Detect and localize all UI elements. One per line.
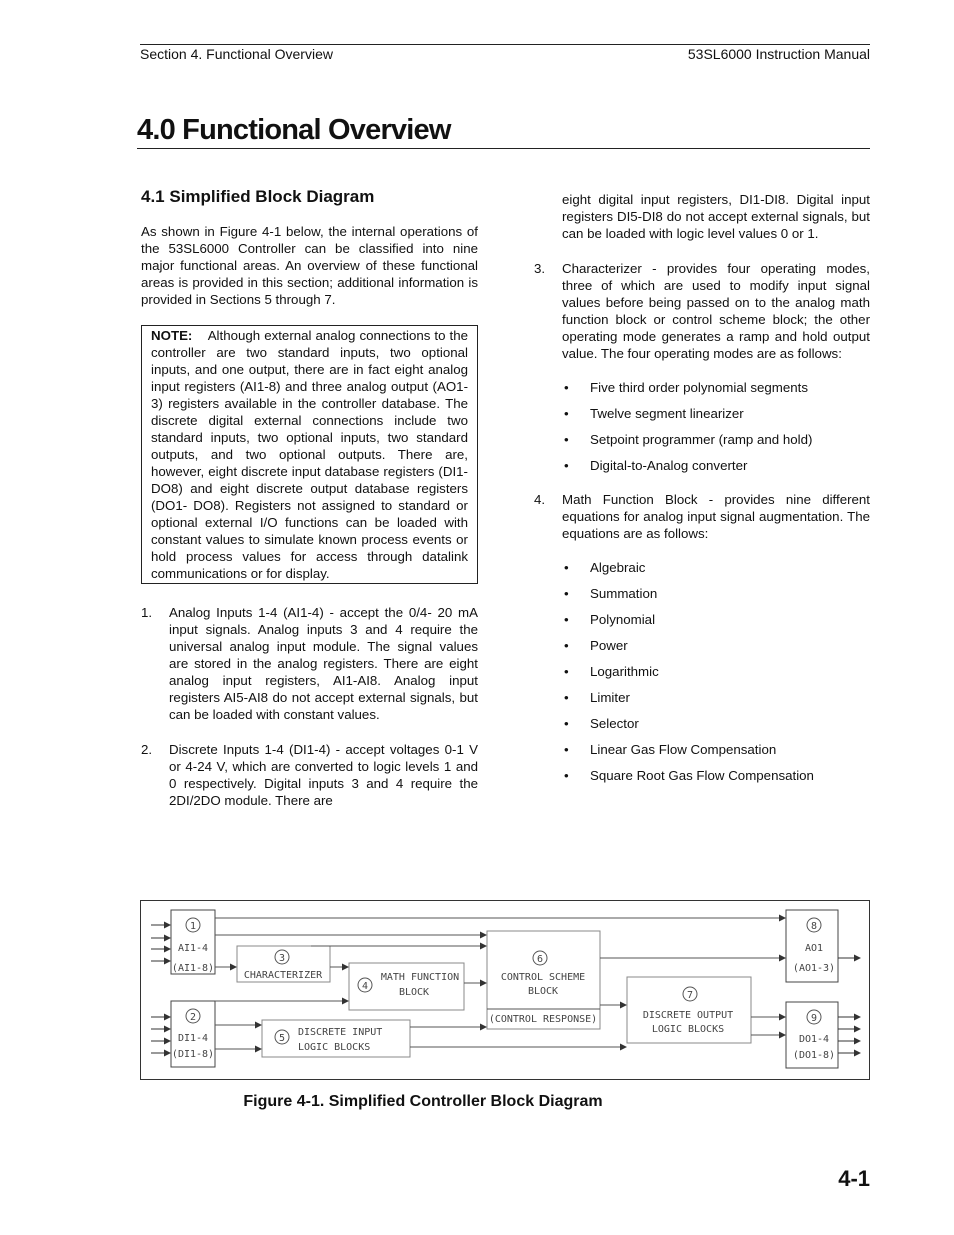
item-text: Discrete Inputs 1-4 (DI1-4) - accept voltages 0-1 V or 4-24 V, which are converted to logic levels 1 and 0 respectively. Digital inputs 3 and 4 require the 2DI/2DO module. There are xyxy=(169,742,478,808)
svg-text:BLOCK: BLOCK xyxy=(398,987,430,998)
svg-text:(CONTROL RESPONSE): (CONTROL RESPONSE) xyxy=(488,1014,598,1025)
block-discrete-outputs xyxy=(786,1002,838,1068)
block-discrete-inputs xyxy=(171,1001,215,1067)
list-item: • Polynomial xyxy=(564,612,656,627)
svg-text:(AO1-3): (AO1-3) xyxy=(792,963,836,974)
note-box xyxy=(141,325,478,584)
svg-text:(DI1-8): (DI1-8) xyxy=(171,1049,215,1060)
block-discrete-output-logic xyxy=(627,977,751,1043)
note-text: Although external analog connections to the controller are two standard inputs, two optional inputs, and one output, there are in fact eight analog input registers (AI1-8) and three analog output (AO1-3) registers available in the controller database. The discrete digital external connections include two standard inputs, two optional inputs, two standard outputs, and two optional outputs. There are, however, eight discrete input database registers (DI1- DO8) and eight discrete output database registers (DO1- DO8). Registers not assigned to standard or optional external I/O functions can be loaded with constant values to simulate known process events or hold process values for access through datalink communications or for display. xyxy=(151,328,468,581)
svg-text:DI1-4: DI1-4 xyxy=(177,1033,209,1044)
svg-text:DO1-4: DO1-4 xyxy=(798,1034,830,1045)
svg-text:MATH FUNCTION: MATH FUNCTION xyxy=(380,972,460,983)
svg-text:DISCRETE OUTPUT: DISCRETE OUTPUT xyxy=(642,1010,734,1021)
list-item: • Selector xyxy=(564,716,639,731)
svg-text:BLOCK: BLOCK xyxy=(527,986,559,997)
svg-text:(DO1-8): (DO1-8) xyxy=(792,1050,836,1061)
svg-text:(AI1-8): (AI1-8) xyxy=(171,963,215,974)
item-text: Math Function Block - provides nine different equations for analog input signal augmentation. The equations are as follows: xyxy=(562,492,870,541)
block-diagram xyxy=(141,901,869,1079)
list-item: • Square Root Gas Flow Compensation xyxy=(564,768,814,783)
svg-text:6: 6 xyxy=(536,954,544,965)
page-title: 4.0 Functional Overview xyxy=(137,112,870,149)
discrete-input-arrows xyxy=(151,1017,170,1053)
intro-paragraph: As shown in Figure 4-1 below, the internal operations of the 53SL6000 Controller can be classified into nine major functional areas. An overview of these functional areas is provided in this section; additional information is provided in Sections 5 through 7. xyxy=(141,224,478,307)
svg-text:8: 8 xyxy=(810,921,818,932)
svg-text:CONTROL SCHEME: CONTROL SCHEME xyxy=(500,972,586,983)
output-arrows xyxy=(838,958,860,1053)
list-item: • Limiter xyxy=(564,690,630,705)
left-column xyxy=(141,186,478,809)
list-item-math-function xyxy=(534,491,870,542)
block-analog-output xyxy=(786,910,838,982)
note-label: NOTE: xyxy=(151,328,193,343)
svg-text:AI1-4: AI1-4 xyxy=(177,943,209,954)
block-characterizer xyxy=(237,946,330,982)
item-number: 2. xyxy=(141,742,153,757)
list-item: • Logarithmic xyxy=(564,664,659,679)
figure-caption: Figure 4-1. Simplified Controller Block Diagram xyxy=(243,1093,603,1110)
item-number: 4. xyxy=(534,492,546,507)
block-control-scheme xyxy=(487,931,600,1029)
right-column xyxy=(534,191,870,793)
header-section: Section 4. Functional Overview xyxy=(140,46,333,62)
block-discrete-input-logic xyxy=(262,1020,410,1057)
block-analog-inputs xyxy=(171,910,215,974)
list-item: • Summation xyxy=(564,586,658,601)
characterizer-mode-list xyxy=(534,379,870,483)
block-diagram-figure xyxy=(140,900,870,1080)
list-item: • Power xyxy=(564,638,628,653)
block-math-function xyxy=(349,963,464,1010)
item-text: eight digital input registers, DI1-DI8. Digital input registers DI5-DI8 do not accept external signals, but can be loaded with logic level values 0 or 1. xyxy=(562,192,870,241)
math-equation-list xyxy=(534,559,870,793)
svg-text:5: 5 xyxy=(278,1033,286,1044)
list-item: • Five third order polynomial segments xyxy=(564,380,809,395)
svg-text:7: 7 xyxy=(686,990,694,1001)
list-item-discrete-inputs-cont xyxy=(534,191,870,242)
svg-text:2: 2 xyxy=(189,1012,197,1023)
item-number: 1. xyxy=(141,605,153,620)
svg-text:CHARACTERIZER: CHARACTERIZER xyxy=(243,970,323,981)
svg-text:DISCRETE INPUT: DISCRETE INPUT xyxy=(298,1027,383,1038)
svg-text:LOGIC BLOCKS: LOGIC BLOCKS xyxy=(651,1024,725,1035)
list-item-characterizer xyxy=(534,260,870,362)
svg-text:AO1: AO1 xyxy=(804,943,824,954)
svg-text:3: 3 xyxy=(278,953,286,964)
list-item: • Linear Gas Flow Compensation xyxy=(564,742,777,757)
list-item: • Algebraic xyxy=(564,560,646,575)
list-item: • Digital-to-Analog converter xyxy=(564,458,748,473)
svg-text:9: 9 xyxy=(810,1013,818,1024)
item-text: Analog Inputs 1-4 (AI1-4) - accept the 0/4- 20 mA input signals. Analog inputs 3 and 4 require the universal analog input module. The signal values are stored in the analog registers. There are eight analog input registers, AI1-AI8. Analog input registers AI5-AI8 do not accept external signals, but can be loaded with constant values. xyxy=(169,605,478,722)
list-item-discrete-inputs xyxy=(141,741,478,809)
svg-text:4: 4 xyxy=(361,981,369,992)
item-text: Characterizer - provides four operating modes, three of which are used to modify input signal values before being passed on to the analog math function block or control scheme block; the other operating mode generates a ramp and hold output value. The four operating modes are as follows: xyxy=(562,261,870,361)
page-number: 4-1 xyxy=(838,1166,870,1191)
item-number: 3. xyxy=(534,261,546,276)
svg-text:1: 1 xyxy=(189,921,197,932)
section-heading: 4.1 Simplified Block Diagram xyxy=(141,187,375,206)
list-item-analog-inputs xyxy=(141,604,478,723)
analog-input-arrows xyxy=(151,925,170,961)
running-header xyxy=(140,44,870,63)
list-item: • Setpoint programmer (ramp and hold) xyxy=(564,432,813,447)
svg-text:LOGIC BLOCKS: LOGIC BLOCKS xyxy=(298,1042,371,1053)
header-manual-title: 53SL6000 Instruction Manual xyxy=(687,46,870,62)
list-item: • Twelve segment linearizer xyxy=(564,406,744,421)
